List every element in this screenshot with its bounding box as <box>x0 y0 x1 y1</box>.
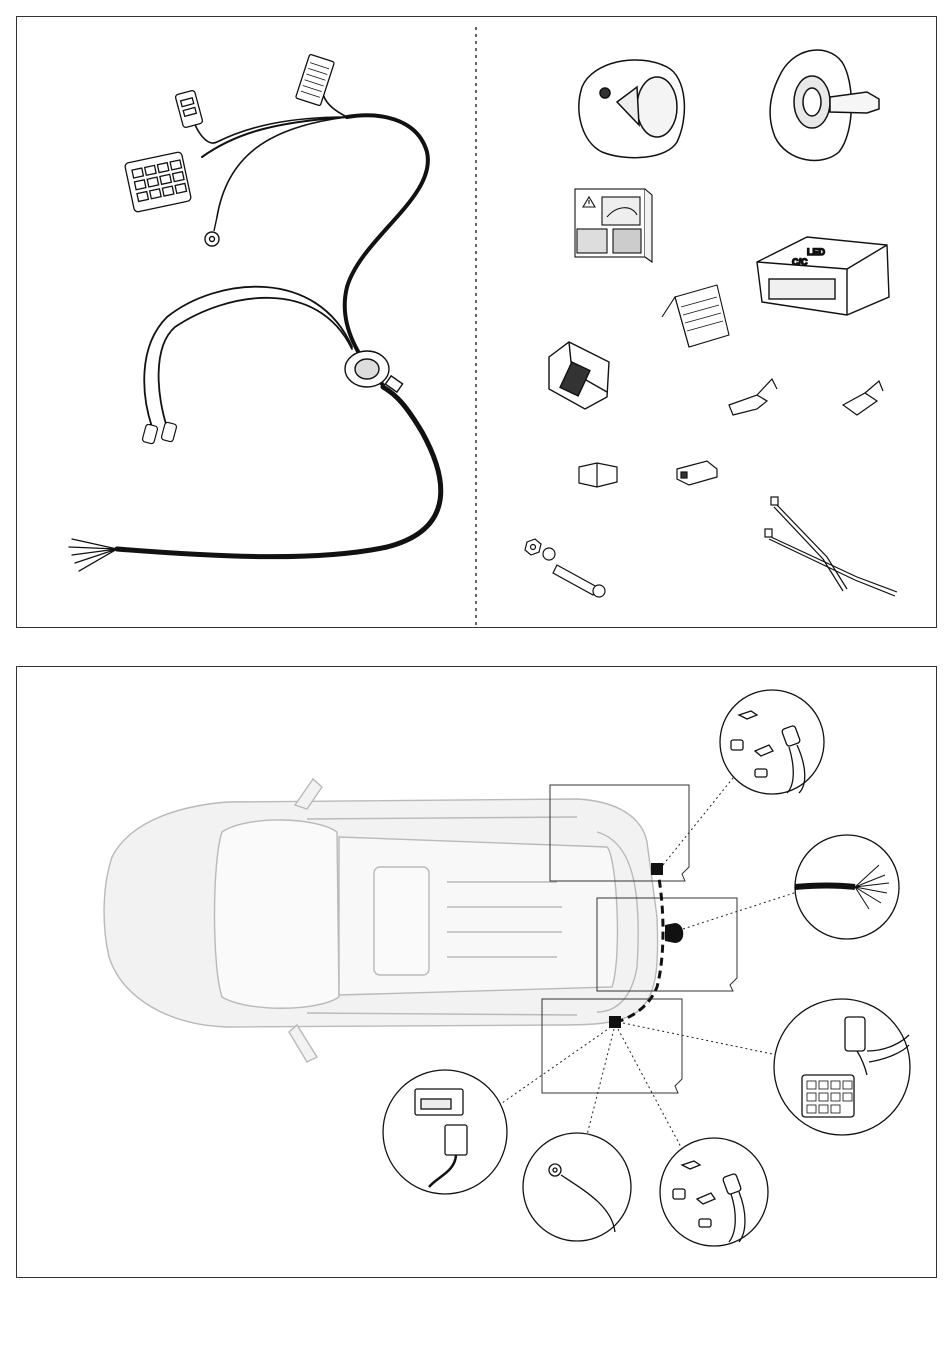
ring-terminal <box>205 217 219 246</box>
strip-connector <box>296 54 335 106</box>
kit-contents-drawing <box>17 17 938 629</box>
warning-instruction-card <box>575 189 652 262</box>
installation-panel <box>16 666 937 1278</box>
wiring-harness <box>69 87 441 571</box>
towbar-socket <box>579 60 684 158</box>
multi-pin-connector <box>124 90 203 212</box>
bolt-nut-washer <box>525 539 605 597</box>
harness-grommet <box>345 351 403 392</box>
insulator-sleeve-male <box>579 463 617 487</box>
installation-drawing <box>17 667 938 1279</box>
adhesive-pad-sheet <box>662 285 729 347</box>
bullet-terminals <box>142 422 177 444</box>
detail-module-connection <box>383 1070 507 1194</box>
led-module <box>757 237 889 315</box>
insulator-sleeve-female <box>677 461 717 485</box>
car-top-view <box>104 779 658 1062</box>
module-brand-label: LED <box>807 247 825 257</box>
cable-ties <box>765 497 897 596</box>
receptacle-terminal <box>843 381 883 415</box>
spade-terminal <box>729 379 777 415</box>
module-logo-text: C/C <box>792 257 808 267</box>
adapter-plug <box>549 342 609 409</box>
kit-contents-panel <box>16 16 937 628</box>
detail-multi-pin-connector <box>774 999 910 1135</box>
detail-loose-wires <box>795 835 899 939</box>
socket-gasket <box>770 50 879 160</box>
detail-terminals-top <box>720 690 824 794</box>
detail-terminals-bottom <box>660 1138 768 1246</box>
detail-ring-terminal <box>523 1133 631 1241</box>
